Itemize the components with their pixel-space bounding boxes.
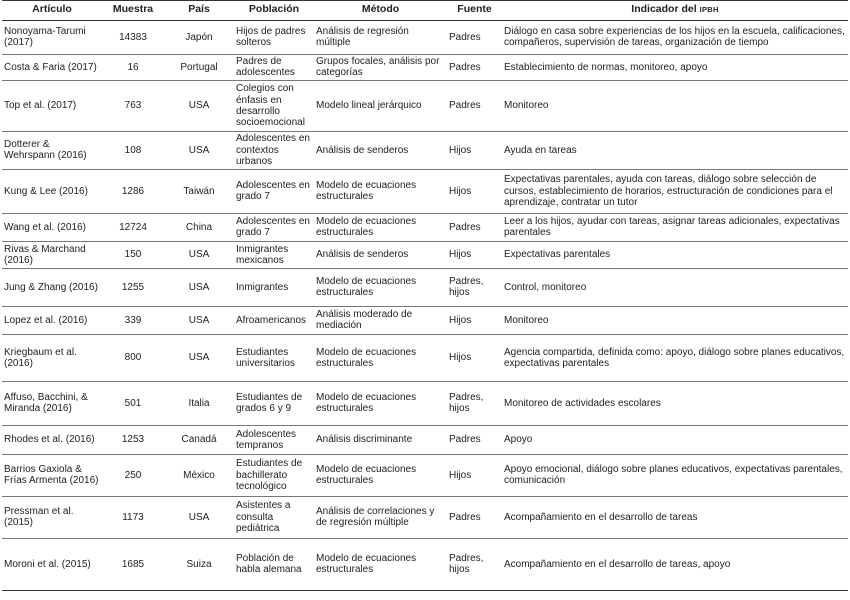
cell-fuente: Padres, hijos <box>447 268 502 306</box>
cell-articulo: Dotterer & Wehrspann (2016) <box>2 131 102 169</box>
indicador-abbr: IPBH <box>699 5 719 14</box>
cell-poblacion: Afroamericanos <box>234 306 314 334</box>
cell-pais: Canadá <box>164 425 234 454</box>
cell-metodo: Modelo de ecuaciones estructurales <box>314 381 447 425</box>
table-row <box>2 80 848 131</box>
cell-fuente: Padres <box>447 496 502 538</box>
cell-fuente: Hijos <box>447 131 502 169</box>
cell-pais: Portugal <box>164 54 234 80</box>
cell-articulo: Kung & Lee (2016) <box>2 169 102 213</box>
cell-poblacion: Población de habla alemana <box>234 538 314 590</box>
cell-poblacion: Colegios con énfasis en desarrollo socioemocional <box>234 80 314 131</box>
header-row <box>2 1 848 21</box>
cell-muestra: 1255 <box>102 268 164 306</box>
cell-metodo: Análisis de senderos <box>314 241 447 268</box>
cell-indicador: Monitoreo <box>502 306 848 334</box>
cell-muestra: 763 <box>102 80 164 131</box>
cell-pais: Japón <box>164 20 234 54</box>
cell-fuente: Padres <box>447 213 502 241</box>
cell-indicador: Monitoreo <box>502 80 848 131</box>
cell-pais: USA <box>164 80 234 131</box>
table-row <box>2 131 848 169</box>
cell-poblacion: Padres de adolescentes <box>234 54 314 80</box>
cell-indicador: Leer a los hijos, ayudar con tareas, asignar tareas adicionales, expectativas parentales <box>502 213 848 241</box>
cell-pais: USA <box>164 334 234 381</box>
cell-metodo: Modelo de ecuaciones estructurales <box>314 454 447 496</box>
cell-metodo: Análisis de regresión múltiple <box>314 20 447 54</box>
cell-muestra: 12724 <box>102 213 164 241</box>
cell-fuente: Padres, hijos <box>447 538 502 590</box>
cell-articulo: Costa & Faria (2017) <box>2 54 102 80</box>
cell-poblacion: Adolescentes tempranos <box>234 425 314 454</box>
cell-poblacion: Adolescentes en grado 7 <box>234 213 314 241</box>
cell-articulo: Barrios Gaxiola & Frías Armenta (2016) <box>2 454 102 496</box>
table-row <box>2 306 848 334</box>
cell-poblacion: Estudiantes de grados 6 y 9 <box>234 381 314 425</box>
col-header-muestra: Muestra <box>102 1 164 21</box>
indicador-label: Indicador del <box>631 3 697 15</box>
cell-pais: USA <box>164 131 234 169</box>
cell-metodo: Modelo lineal jerárquico <box>314 80 447 131</box>
cell-indicador: Control, monitoreo <box>502 268 848 306</box>
table-row <box>2 334 848 381</box>
cell-metodo: Modelo de ecuaciones estructurales <box>314 334 447 381</box>
cell-metodo: Análisis discriminante <box>314 425 447 454</box>
cell-indicador: Apoyo emocional, diálogo sobre planes educativos, expectativas parentales, comunicación <box>502 454 848 496</box>
cell-pais: USA <box>164 241 234 268</box>
cell-articulo: Moroni et al. (2015) <box>2 538 102 590</box>
cell-pais: USA <box>164 268 234 306</box>
cell-articulo: Rhodes et al. (2016) <box>2 425 102 454</box>
cell-indicador: Ayuda en tareas <box>502 131 848 169</box>
table-row <box>2 213 848 241</box>
cell-articulo: Kriegbaum et al. (2016) <box>2 334 102 381</box>
cell-muestra: 800 <box>102 334 164 381</box>
cell-pais: México <box>164 454 234 496</box>
col-header-articulo: Artículo <box>2 1 102 21</box>
cell-muestra: 1253 <box>102 425 164 454</box>
cell-pais: China <box>164 213 234 241</box>
cell-pais: Taiwán <box>164 169 234 213</box>
cell-metodo: Grupos focales, análisis por categorías <box>314 54 447 80</box>
table-row <box>2 425 848 454</box>
cell-muestra: 1685 <box>102 538 164 590</box>
cell-metodo: Análisis de senderos <box>314 131 447 169</box>
cell-pais: USA <box>164 306 234 334</box>
cell-pais: Suiza <box>164 538 234 590</box>
cell-fuente: Padres <box>447 425 502 454</box>
cell-indicador: Monitoreo de actividades escolares <box>502 381 848 425</box>
cell-muestra: 501 <box>102 381 164 425</box>
cell-metodo: Modelo de ecuaciones estructurales <box>314 268 447 306</box>
cell-metodo: Modelo de ecuaciones estructurales <box>314 213 447 241</box>
col-header-pais: País <box>164 1 234 21</box>
cell-pais: Italia <box>164 381 234 425</box>
cell-muestra: 1286 <box>102 169 164 213</box>
cell-articulo: Lopez et al. (2016) <box>2 306 102 334</box>
cell-fuente: Hijos <box>447 454 502 496</box>
cell-articulo: Wang et al. (2016) <box>2 213 102 241</box>
cell-poblacion: Adolescentes en contextos urbanos <box>234 131 314 169</box>
cell-metodo: Análisis de correlaciones y de regresión múltiple <box>314 496 447 538</box>
cell-fuente: Padres <box>447 80 502 131</box>
table-row <box>2 496 848 538</box>
cell-articulo: Affuso, Bacchini, & Miranda (2016) <box>2 381 102 425</box>
col-header-metodo: Método <box>314 1 447 21</box>
cell-muestra: 14383 <box>102 20 164 54</box>
cell-indicador: Apoyo <box>502 425 848 454</box>
cell-muestra: 150 <box>102 241 164 268</box>
cell-fuente: Hijos <box>447 241 502 268</box>
cell-metodo: Análisis moderado de mediación <box>314 306 447 334</box>
table-row <box>2 538 848 590</box>
cell-muestra: 250 <box>102 454 164 496</box>
cell-pais: USA <box>164 496 234 538</box>
cell-poblacion: Hijos de padres solteros <box>234 20 314 54</box>
col-header-fuente: Fuente <box>447 1 502 21</box>
cell-articulo: Jung & Zhang (2016) <box>2 268 102 306</box>
cell-muestra: 1173 <box>102 496 164 538</box>
cell-fuente: Hijos <box>447 306 502 334</box>
col-header-indicador <box>502 1 848 21</box>
table-row <box>2 454 848 496</box>
cell-muestra: 339 <box>102 306 164 334</box>
cell-metodo: Modelo de ecuaciones estructurales <box>314 538 447 590</box>
table-row <box>2 54 848 80</box>
table-row <box>2 381 848 425</box>
cell-indicador: Acompañamiento en el desarrollo de tareas, apoyo <box>502 538 848 590</box>
cell-poblacion: Inmigrantes <box>234 268 314 306</box>
cell-metodo: Modelo de ecuaciones estructurales <box>314 169 447 213</box>
cell-poblacion: Inmigrantes mexicanos <box>234 241 314 268</box>
table-row <box>2 241 848 268</box>
cell-poblacion: Estudiantes de bachillerato tecnológico <box>234 454 314 496</box>
cell-fuente: Padres, hijos <box>447 381 502 425</box>
cell-fuente: Hijos <box>447 334 502 381</box>
cell-poblacion: Asistentes a consulta pediátrica <box>234 496 314 538</box>
cell-articulo: Top et al. (2017) <box>2 80 102 131</box>
cell-fuente: Padres <box>447 54 502 80</box>
cell-articulo: Nonoyama-Tarumi (2017) <box>2 20 102 54</box>
cell-indicador: Establecimiento de normas, monitoreo, apoyo <box>502 54 848 80</box>
table-row <box>2 20 848 54</box>
col-header-poblacion: Población <box>234 1 314 21</box>
cell-indicador: Acompañamiento en el desarrollo de tareas <box>502 496 848 538</box>
cell-indicador: Diálogo en casa sobre experiencias de los hijos en la escuela, calificaciones, compañeros, supervisión de tareas, organización de tiempo <box>502 20 848 54</box>
cell-indicador: Expectativas parentales <box>502 241 848 268</box>
cell-muestra: 16 <box>102 54 164 80</box>
cell-articulo: Rivas & Marchand (2016) <box>2 241 102 268</box>
cell-poblacion: Estudiantes universitarios <box>234 334 314 381</box>
cell-poblacion: Adolescentes en grado 7 <box>234 169 314 213</box>
cell-fuente: Padres <box>447 20 502 54</box>
studies-table <box>2 0 848 591</box>
cell-fuente: Hijos <box>447 169 502 213</box>
table-row <box>2 268 848 306</box>
table-row <box>2 169 848 213</box>
cell-indicador: Expectativas parentales, ayuda con tareas, diálogo sobre selección de cursos, establecimiento de horarios, estructuración de condiciones para el aprendizaje, contratar un tutor <box>502 169 848 213</box>
cell-indicador: Agencia compartida, definida como: apoyo, diálogo sobre planes educativos, expectativas parentales <box>502 334 848 381</box>
cell-articulo: Pressman et al. (2015) <box>2 496 102 538</box>
cell-muestra: 108 <box>102 131 164 169</box>
